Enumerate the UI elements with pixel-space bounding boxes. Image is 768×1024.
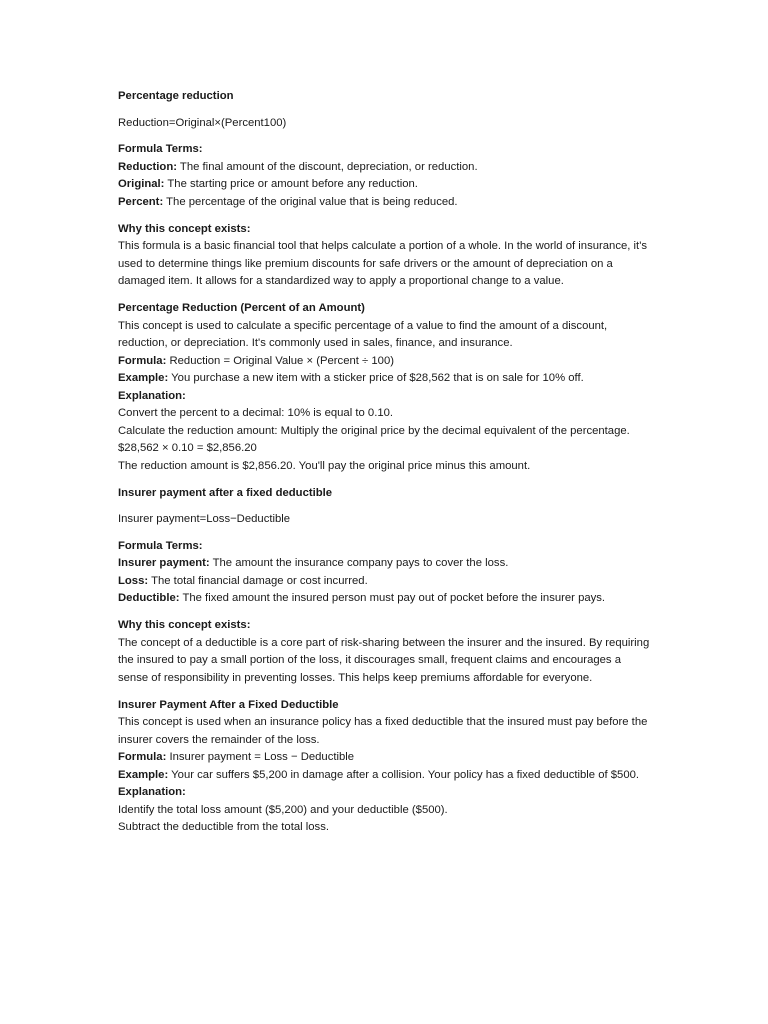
formula-label: Formula:: [118, 751, 167, 763]
why-heading: Why this concept exists:: [118, 222, 251, 235]
example-label: Example:: [118, 372, 169, 384]
term-label: Percent:: [118, 195, 164, 208]
term-label: Original:: [118, 178, 165, 190]
section-intro: This concept is used to calculate a specific percentage of a value to find the amount of a discount, reduction, or depreciation. It's commonly used in sales, finance, and insurance.: [118, 319, 608, 349]
example-label: Example:: [118, 768, 169, 781]
why-text: The concept of a deductible is a core part of risk-sharing between the insurer and the insured. By requiring the insured to pay a small portion of the loss, it discourages small, frequent claims and encourages a sense of responsibility in preventing losses. This helps keep premiums affordable for everyone.: [118, 636, 650, 684]
section-title-insurer-payment: Insurer payment after a fixed deductible: [118, 486, 333, 499]
formula-text: Reduction = Original Value × (Percent ÷ 100): [166, 354, 394, 367]
explanation-line: $28,562 × 0.10 = $2,856.20: [118, 442, 257, 454]
formula-terms-block: [118, 538, 652, 608]
formula-percentage-reduction: Reduction=Original×(Percent100): [118, 116, 287, 129]
term-text: The fixed amount the insured person must pay out of pocket before the insurer pays.: [179, 592, 606, 604]
formula-line: [118, 353, 652, 371]
why-concept-block: [118, 617, 652, 687]
explanation-line: Identify the total loss amount ($5,200) and your deductible ($500).: [118, 803, 448, 816]
section-title-percent-of-amount: Percentage Reduction (Percent of an Amount): [118, 302, 365, 314]
term-original: [118, 176, 652, 194]
term-deductible: [118, 590, 652, 608]
formula-terms-block: [118, 141, 652, 211]
explanation-line: Subtract the deductible from the total loss.: [118, 821, 329, 833]
explanation-line: Convert the percent to a decimal: 10% is equal to 0.10.: [118, 407, 394, 419]
term-label: Reduction:: [118, 160, 177, 173]
section-intro: This concept is used when an insurance policy has a fixed deductible that the insured must pay before the insurer covers the remainder of the loss.: [118, 716, 648, 746]
percent-of-amount-block: [118, 300, 652, 475]
term-percent: [118, 194, 652, 212]
why-heading: Why this concept exists:: [118, 619, 251, 631]
why-concept-block: [118, 221, 652, 291]
example-text: You purchase a new item with a sticker price of $28,562 that is on sale for 10% off.: [168, 372, 584, 384]
example-line: [118, 767, 652, 785]
explanation-label: Explanation:: [118, 389, 186, 402]
term-text: The starting price or amount before any reduction.: [164, 178, 418, 190]
term-text: The final amount of the discount, depreciation, or reduction.: [177, 160, 478, 173]
section-title-fixed-deductible: Insurer Payment After a Fixed Deductible: [118, 698, 339, 711]
explanation-line: The reduction amount is $2,856.20. You'll pay the original price minus this amount.: [118, 459, 531, 472]
formula-text: Insurer payment = Loss − Deductible: [166, 751, 355, 763]
formula-terms-heading: Formula Terms:: [118, 539, 203, 552]
term-insurer-payment: [118, 555, 652, 573]
explanation-label: Explanation:: [118, 786, 186, 798]
term-text: The amount the insurance company pays to cover the loss.: [209, 557, 509, 569]
why-text: This formula is a basic financial tool that helps calculate a portion of a whole. In the world of insurance, it's used to determine things like premium discounts for safe drivers or the amount of depreciation on a damaged item. It allows for a standardized way to apply a proportional change to a value.: [118, 240, 647, 287]
term-label: Loss:: [118, 574, 149, 587]
explanation-line: Calculate the reduction amount: Multiply the original price by the decimal equivalent of the percentage.: [118, 424, 630, 437]
term-text: The percentage of the original value that is being reduced.: [163, 195, 458, 208]
formula-terms-heading: Formula Terms:: [118, 143, 203, 155]
formula-label: Formula:: [118, 354, 167, 367]
term-reduction: [118, 159, 652, 177]
term-text: The total financial damage or cost incurred.: [148, 574, 368, 587]
example-line: [118, 370, 652, 388]
term-label: Deductible:: [118, 592, 180, 604]
term-loss: [118, 573, 652, 591]
term-label: Insurer payment:: [118, 557, 210, 569]
example-text: Your car suffers $5,200 in damage after a collision. Your policy has a fixed deductible of $500.: [168, 768, 640, 781]
fixed-deductible-block: [118, 697, 652, 837]
section-title-percentage-reduction: Percentage reduction: [118, 90, 234, 102]
formula-insurer-payment: Insurer payment=Loss−Deductible: [118, 513, 291, 525]
formula-line: [118, 749, 652, 767]
